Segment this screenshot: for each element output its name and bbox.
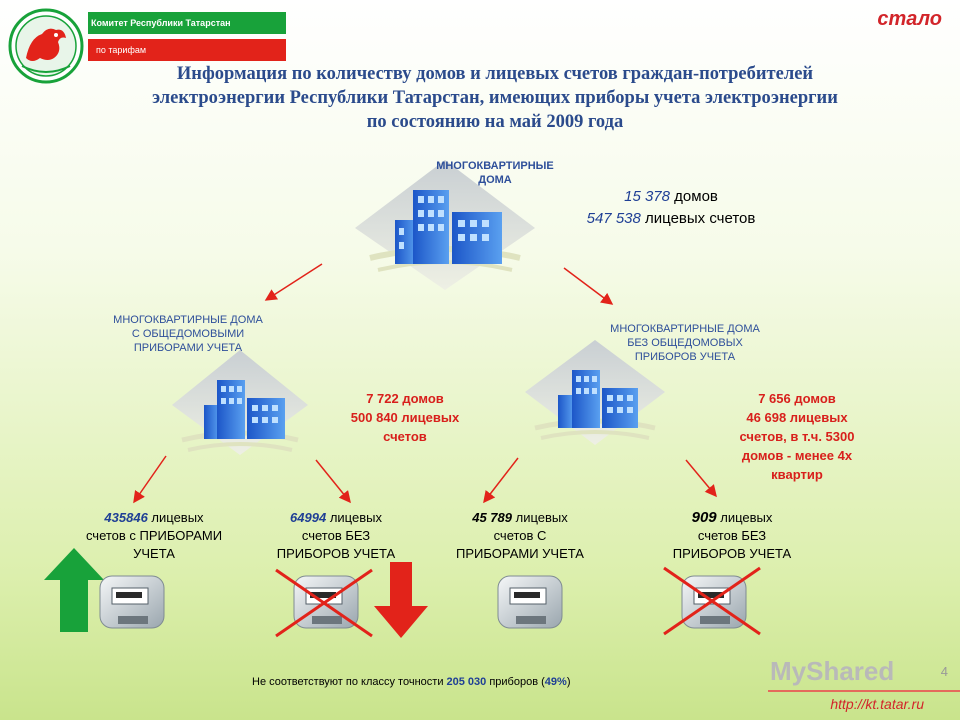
top-label-line2: ДОМА bbox=[478, 174, 512, 186]
meter-icon-3 bbox=[498, 576, 562, 628]
meter-icon-1 bbox=[100, 576, 164, 628]
right-label-line3: ПРИБОРОВ УЧЕТА bbox=[634, 351, 736, 363]
leaf-1-rest: лицевых bbox=[147, 510, 204, 525]
footer-pre: Не соответствуют по классу точности bbox=[252, 676, 447, 688]
meter-icon-4 bbox=[664, 568, 760, 634]
building-icon-left bbox=[172, 350, 308, 455]
leaf-2-number: 64994 bbox=[290, 510, 327, 525]
left-label-line1: МНОГОКВАРТИРНЫЕ ДОМА bbox=[113, 314, 263, 326]
leaf-2-without-meters bbox=[236, 509, 436, 563]
left-stat-line3: счетов bbox=[383, 429, 427, 444]
left-node-stats bbox=[330, 389, 480, 446]
leaf-3-number: 45 789 bbox=[472, 510, 512, 525]
footer-url-link[interactable]: http://kt.tatar.ru bbox=[830, 696, 924, 712]
top-houses-number: 15 378 bbox=[624, 188, 670, 205]
watermark: MyShared bbox=[770, 656, 895, 686]
title-line3: по состоянию на май 2009 года bbox=[366, 112, 624, 132]
leaf-4-line2: счетов БЕЗ bbox=[697, 528, 767, 543]
leaf-2-line3: ПРИБОРОВ УЧЕТА bbox=[276, 546, 396, 561]
top-houses-text: домов bbox=[670, 188, 718, 205]
top-label-line1: МНОГОКВАРТИРНЫЕ bbox=[436, 160, 554, 172]
footer-percent: 49% bbox=[544, 676, 567, 688]
left-label-line3: ПРИБОРАМИ УЧЕТА bbox=[133, 342, 243, 354]
right-label-line1: МНОГОКВАРТИРНЫЕ ДОМА bbox=[610, 323, 760, 335]
footer-note bbox=[252, 676, 570, 688]
leaf-3-line2: счетов С bbox=[493, 528, 547, 543]
top-node-stats bbox=[556, 186, 786, 230]
leaf-4-rest: лицевых bbox=[716, 510, 773, 525]
leaf-1-number: 435846 bbox=[104, 510, 148, 525]
leaf-4-number: 909 bbox=[691, 509, 717, 526]
top-node-label bbox=[410, 159, 580, 187]
leaf-3-line3: ПРИБОРАМИ УЧЕТА bbox=[456, 546, 584, 561]
right-stat-line2: 46 698 лицевых bbox=[746, 410, 848, 425]
right-node-label bbox=[574, 322, 796, 364]
leaf-1-line2: счетов с ПРИБОРАМИ bbox=[85, 528, 223, 543]
leaf-2-rest: лицевых bbox=[326, 510, 382, 525]
slide-number: 4 bbox=[940, 664, 948, 679]
org-name-line1: Комитет Республики Татарстан bbox=[88, 12, 286, 34]
right-label-line2: БЕЗ ОБЩЕДОМОВЫХ bbox=[627, 337, 743, 349]
leaf-1-with-meters bbox=[54, 509, 254, 563]
title-line1: Информация по количеству домов и лицевых счетов граждан-потребителей bbox=[176, 64, 814, 84]
org-name-line2: по тарифам bbox=[88, 39, 286, 61]
right-stat-line5: квартир bbox=[771, 467, 823, 482]
right-stat-line3: счетов, в т.ч. 5300 bbox=[739, 429, 855, 444]
left-stat-line1: 7 722 домов bbox=[366, 391, 444, 406]
meter-icon-2 bbox=[276, 570, 372, 636]
footer-count: 205 030 bbox=[446, 676, 487, 688]
footer-mid: приборов ( bbox=[486, 676, 545, 688]
stalo-label: стало bbox=[877, 8, 942, 30]
right-stat-line4: домов - менее 4х bbox=[741, 448, 853, 463]
top-accounts-text: лицевых счетов bbox=[640, 210, 756, 227]
right-node-stats bbox=[716, 389, 878, 484]
leaf-1-line3: УЧЕТА bbox=[133, 546, 175, 561]
decrease-arrow-icon bbox=[374, 562, 428, 638]
leaf-4-line3: ПРИБОРОВ УЧЕТА bbox=[672, 546, 792, 561]
leaf-3-rest: лицевых bbox=[512, 510, 568, 525]
top-accounts-number: 547 538 bbox=[586, 210, 641, 227]
footer-divider bbox=[768, 690, 960, 692]
leaf-2-line2: счетов БЕЗ bbox=[301, 528, 371, 543]
footer-post: ) bbox=[566, 676, 571, 688]
title-line2: электроэнергии Республики Татарстан, имеющих приборы учета электроэнергии bbox=[152, 88, 838, 108]
right-stat-line1: 7 656 домов bbox=[758, 391, 836, 406]
left-stat-line2: 500 840 лицевых bbox=[350, 410, 460, 425]
leaf-4-without-meters bbox=[632, 509, 832, 563]
left-label-line2: С ОБЩЕДОМОВЫМИ bbox=[131, 328, 245, 340]
leaf-3-with-meters bbox=[420, 509, 620, 563]
left-node-label bbox=[78, 313, 298, 355]
